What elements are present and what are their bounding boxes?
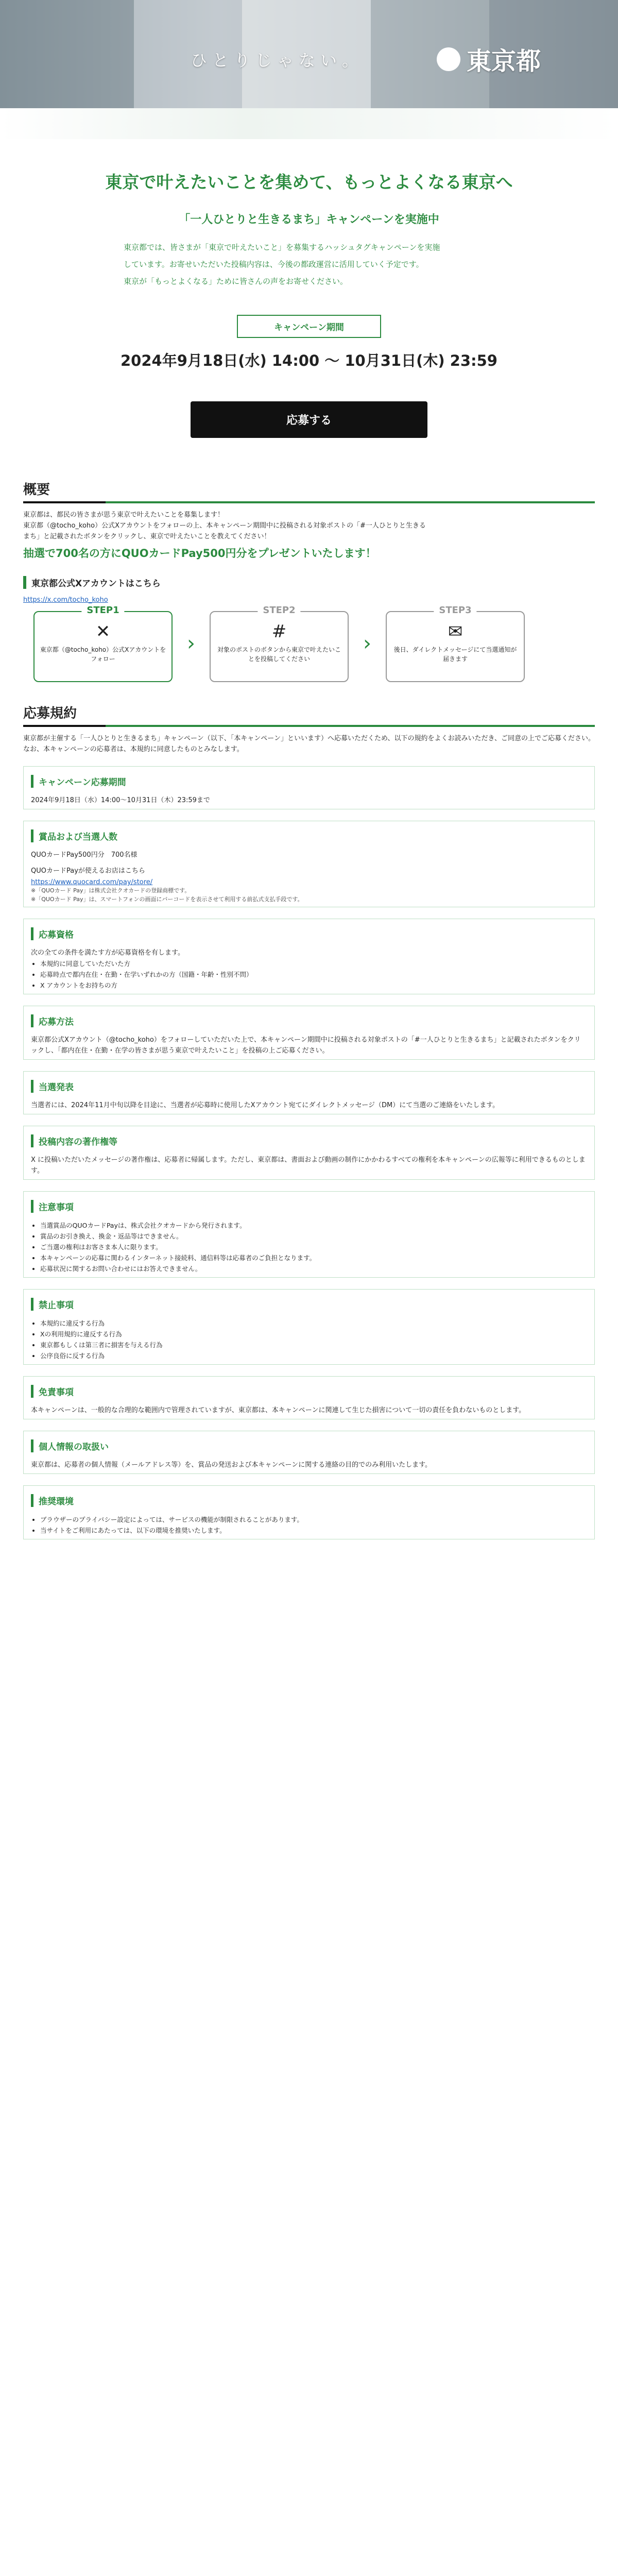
disclaimer-box: 免責事項 本キャンペーンは、一般的な合理的な範囲内で管理されていますが、東京都は、本キャンペーンに関連して生じた損害について一切の責任を負わないものとします。 — [23, 1376, 595, 1419]
hero-banner — [0, 0, 618, 108]
privacy-box: 個人情報の取扱い 東京都は、応募者の個人情報（メールアドレス等）を、賞品の発送および本キャンペーンに関する連絡の目的でのみ利用いたします。 — [23, 1431, 595, 1474]
headline: 東京で叶えたいことを集めて、もっとよくなる東京へ — [105, 172, 513, 192]
intro-body-line: しています。お寄せいただいた投稿内容は、今後の都政運営に活用していく予定です。 — [124, 260, 424, 269]
hero-tagline: ひとりじゃない。 — [191, 50, 364, 70]
apply-button[interactable]: 応募する — [191, 401, 427, 438]
lottery-box: 当選発表 当選者には、2024年11月中旬以降を目途に、当選者が応募時に使用したXアカウント宛てにダイレクトメッセージ（DM）にて当選のご連絡をいたします。 — [23, 1071, 595, 1114]
environment-box: 推奨環境 • ブラウザーのプライバシー設定によっては、サービスの機能が制限されることがあります。 • 当サイトをご利用にあたっては、以下の環境を推奨いたします。 — [23, 1485, 595, 1539]
hashtag-icon: # — [271, 621, 287, 642]
arrow-right-icon: › — [187, 632, 195, 655]
overview-title: 概要 — [23, 474, 595, 503]
step-3: STEP3 ✉ 後日、ダイレクトメッセージにて当選通知が届きます — [386, 611, 525, 682]
prohibited-box: 禁止事項 • 本規約に違反する行為 • Xの利用規約に違反する行為 • 東京都もしくは第三者に損害を与える行為 • 公序良俗に反する行為 — [23, 1289, 595, 1365]
prize-box: 賞品および当選人数 QUOカードPay500円分 700名様 QUOカードPayが使えるお店はこちら https://www.quocard.com/pay/store/ ※「QUOカード Pay」は株式会社クオカードの登録商標です。 ※「QUOカード Pay」は、スマートフォンの画面にバーコードを表示させて利用する前払式支払手段です。 — [23, 821, 595, 907]
caution-box: 注意事項 • 当選賞品のQUOカードPayは、株式会社クオカードから発行されます。 • 賞品のお引き換え、換金・返品等はできません。 • ご当選の権利はお客さま本人に限ります。 • 本キャンペーンの応募に関わるインターネット接続料、通信料等は応募者のご負担となります。 • 応募状況に関するお問い合わせにはお答えできません。 — [23, 1191, 595, 1278]
rules-title: 応募規約 — [23, 698, 595, 727]
tokyo-logo: 東京都 — [437, 41, 541, 77]
steps — [33, 605, 595, 682]
tokyo-emblem-icon — [437, 47, 460, 71]
period-box: キャンペーン応募期間 2024年9月18日（水）14:00〜10月31日（木）23:59まで — [23, 766, 595, 809]
overview-text: まち」と記載されたボタンをクリックし、東京で叶えたいことを教えてください！ — [23, 533, 271, 540]
x-logo-icon: ✕ — [95, 621, 111, 642]
mail-icon: ✉ — [448, 621, 463, 642]
intro-body-line: 東京都では、皆さまが「東京で叶えたいこと」を募集するハッシュタグキャンペーンを実施 — [124, 243, 440, 252]
intro-body-line: 東京が「もっとよくなる」ために皆さんの声をお寄せください。 — [124, 277, 348, 286]
period-label: キャンペーン期間 — [237, 315, 381, 338]
subheadline: 「一人ひとりと生きるまち」キャンペーンを実施中 — [179, 213, 439, 226]
campaign-period: 2024年9月18日(水) 14:00 〜 10月31日(木) 23:59 — [121, 352, 497, 369]
arrow-right-icon: › — [363, 632, 371, 655]
method-box: 応募方法 東京都公式Xアカウント（@tocho_koho）をフォローしていただいた上で、本キャンペーン期間中に投稿される対象ポストの「#一人ひとりと生きるまち」と記載されたボタンをクリックし、「都内在住・在勤・在学の皆さまが思う東京で叶えたいこと」を投稿の上ご応募ください。 — [23, 1006, 595, 1060]
prize-announcement: 抽選で700名の方にQUOカードPay500円分をプレゼントいたします！ — [23, 547, 376, 560]
copyright-box: 投稿内容の著作権等 X に投稿いただいたメッセージの著作権は、応募者に帰属します。ただし、東京都は、書面および動画の制作にかかわるすべての権利を本キャンペーンの広報等に利用できるものとします。 — [23, 1126, 595, 1180]
eligibility-box: 応募資格 次の全ての条件を満たす方が応募資格を有します。 • 本規約に同意していただいた方 • 応募時点で都内在住・在勤・在学いずれかの方（国籍・年齢・性別不問） • X アカウントをお持ちの方 — [23, 919, 595, 994]
account-heading: 東京都公式Xアカウントはこちら — [23, 576, 595, 589]
overview-text: 東京都は、都民の皆さまが思う東京で叶えたいことを募集します！ — [23, 511, 225, 519]
overview-section — [23, 474, 595, 682]
overview-text: 東京都（@tocho_koho）公式Xアカウントをフォローの上、本キャンペーン期間中に投稿される対象ポストの「#一人ひとりと生きる — [23, 522, 426, 530]
account-link[interactable]: https://x.com/tocho_koho — [23, 596, 108, 604]
step-2: STEP2 # 対象のポストのボタンから東京で叶えたいことを投稿してください — [210, 611, 349, 682]
rules-intro: 東京都が主催する「一人ひとりと生きるまち」キャンペーン（以下、「本キャンペーン」といいます）へ応募いただくため、以下の規約をよくお読みいただき、ご同意の上でご応募ください。なお、本キャンペーンの応募者は、本規約に同意したものとみなします。 — [23, 735, 595, 753]
intro — [0, 148, 618, 438]
rules-section — [23, 698, 595, 1539]
quo-store-link[interactable]: https://www.quocard.com/pay/store/ — [31, 878, 153, 886]
step-1: STEP1 ✕ 東京都（@tocho_koho）公式Xアカウントをフォロー — [33, 611, 173, 682]
